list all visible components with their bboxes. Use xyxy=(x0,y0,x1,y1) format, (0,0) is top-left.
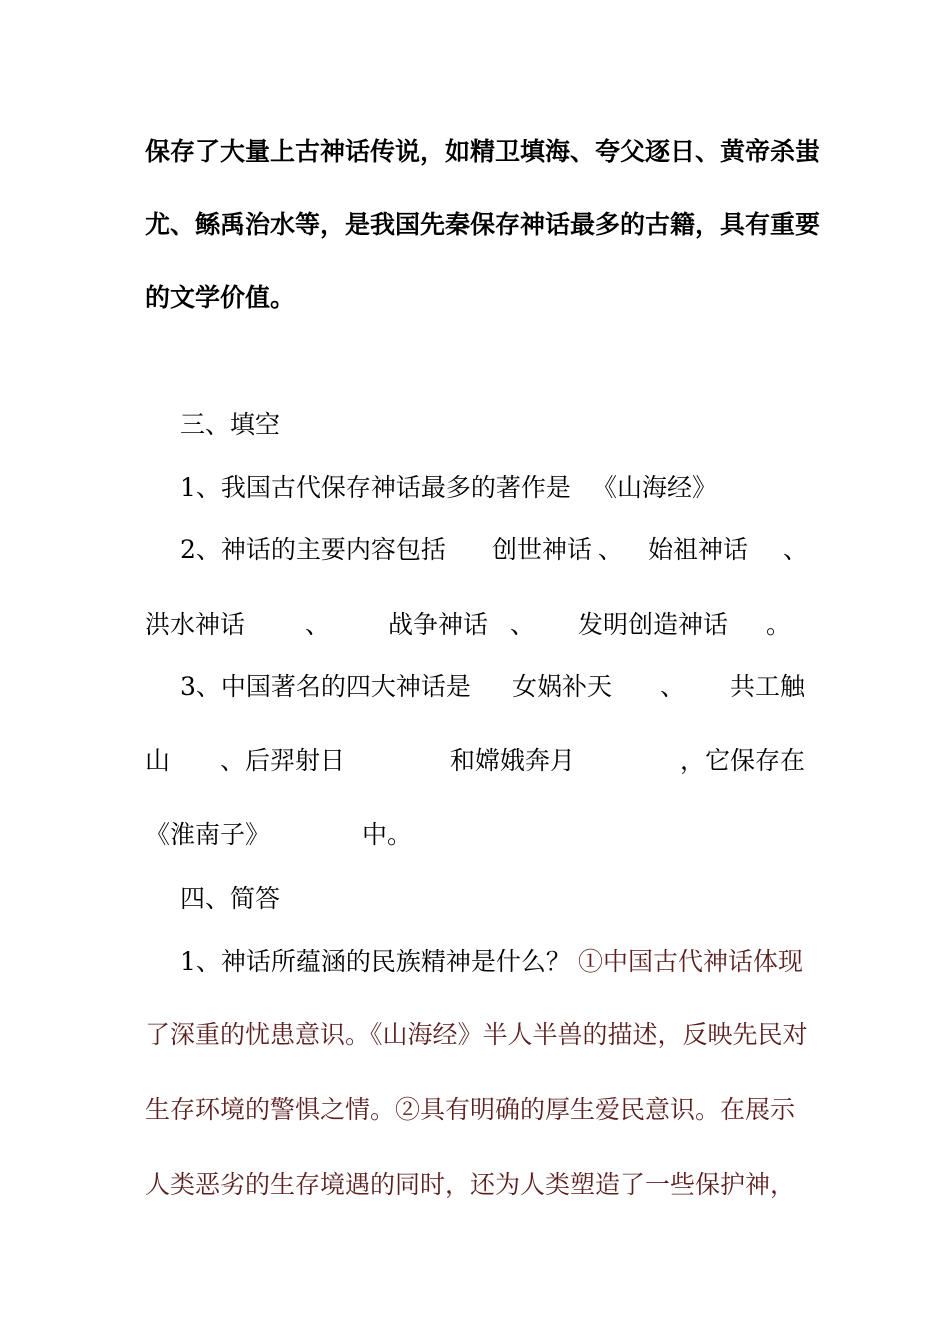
fill-q2-answer-1: 创世神话 xyxy=(492,535,593,564)
fill-q2-answer-5: 发明创造神话 xyxy=(578,610,729,639)
fill-q3-answer-2a: 共工触 xyxy=(730,672,806,701)
section-short-title: 四、简答 xyxy=(180,884,281,913)
fill-q3-sep-1: 、 xyxy=(660,672,686,701)
fill-question-2-cont xyxy=(0,605,950,645)
fill-q2-end: 。 xyxy=(766,610,792,639)
fill-q1-text: 1、我国古代保存神话最多的著作是 xyxy=(180,473,571,502)
short-answer-line-3 xyxy=(0,1090,950,1130)
fill-q3-source: 《淮南子》 xyxy=(145,820,271,849)
fill-q3-answer-1: 女娲补天 xyxy=(512,672,613,701)
short-answer-line-2 xyxy=(0,1015,950,1055)
fill-question-2 xyxy=(0,530,950,570)
short-q1-answer-1: ①中国古代神话体现 xyxy=(578,947,804,976)
intro-line-2 xyxy=(0,205,950,245)
section-short-heading xyxy=(0,879,950,919)
fill-q1-answer: 《山海经》 xyxy=(592,473,718,502)
intro-line-1 xyxy=(0,132,950,172)
fill-q2-sep-3: 、 xyxy=(305,610,331,639)
fill-q2-sep-1: 、 xyxy=(598,535,624,564)
fill-q2-answer-3: 洪水神话 xyxy=(145,610,246,639)
section-fill-title: 三、填空 xyxy=(180,410,281,439)
short-q1-answer-4: 人类恶劣的生存境遇的同时，还为人类塑造了一些保护神， xyxy=(145,1170,796,1199)
fill-q2-sep-2: 、 xyxy=(783,535,809,564)
intro-text-3: 的文学价值。 xyxy=(145,283,296,312)
fill-q3-end: 中。 xyxy=(362,820,413,849)
intro-line-3 xyxy=(0,278,950,318)
short-answer-line-4 xyxy=(0,1165,950,1205)
intro-text-2: 尤、鲧禹治水等，是我国先秦保存神话最多的古籍，具有重要 xyxy=(145,210,821,239)
short-question-1 xyxy=(0,942,950,982)
fill-question-3 xyxy=(0,667,950,707)
fill-q2-sep-4: 、 xyxy=(510,610,536,639)
fill-question-1 xyxy=(0,468,950,508)
fill-q3-answer-2b: 山 xyxy=(145,746,171,775)
short-q1-answer-3: 生存环境的警惧之情。②具有明确的厚生爱民意识。在展示 xyxy=(145,1095,796,1124)
fill-q3-text: 3、中国著名的四大神话是 xyxy=(180,672,471,701)
fill-q2-text: 2、神话的主要内容包括 xyxy=(180,535,446,564)
fill-q3-answer-3: 、后羿射日 xyxy=(220,746,346,775)
fill-q3-tail: ，它保存在 xyxy=(680,746,806,775)
short-q1-text: 1、神话所蕴涵的民族精神是什么？ xyxy=(180,947,571,976)
fill-q2-answer-2: 始祖神话 xyxy=(648,535,749,564)
fill-q2-answer-4: 战争神话 xyxy=(388,610,489,639)
fill-question-3-cont xyxy=(0,741,950,781)
short-q1-answer-2: 了深重的忧患意识。《山海经》半人半兽的描述，反映先民对 xyxy=(145,1020,808,1049)
intro-text-1: 保存了大量上古神话传说，如精卫填海、夸父逐日、黄帝杀蚩 xyxy=(145,137,821,166)
fill-q3-answer-4: 和嫦娥奔月 xyxy=(450,746,576,775)
section-fill-heading xyxy=(0,405,950,445)
fill-question-3-end xyxy=(0,815,950,855)
